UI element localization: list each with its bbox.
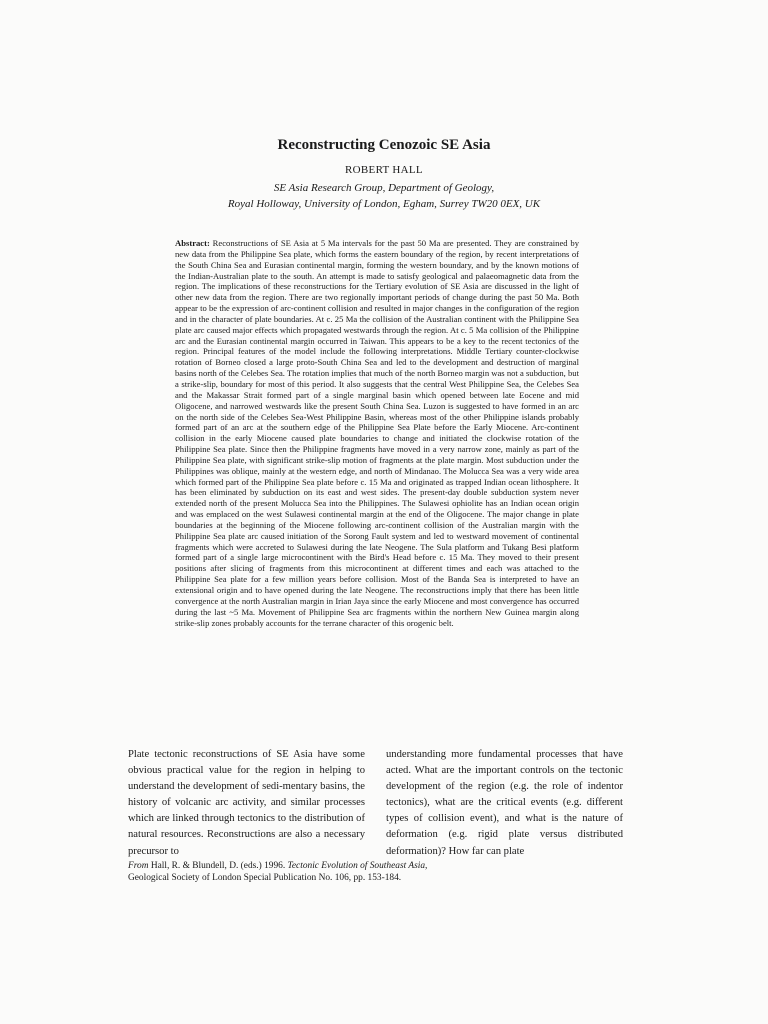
body-column-right: understanding more fundamental processes that have acted. What are the important controls on the tectonic development of the region (e.g. the role of indentor tectonics), what are the critical events (e.g. different types of collision event), and what is the nature of deformation (e.g. rigid plate versus distributed deformation)? How far can plate	[386, 749, 623, 857]
abstract	[175, 238, 579, 628]
footnote-line-2: Geological Society of London Special Publication No. 106, pp. 153-184.	[128, 873, 402, 883]
footnote-citation: Hall, R. & Blundell, D. (eds.) 1996.	[148, 861, 288, 871]
affiliation-line-2: Royal Holloway, University of London, Egham, Surrey TW20 0EX, UK	[227, 198, 541, 210]
body-column-left: Plate tectonic reconstructions of SE Asia have some obvious practical value for the region in helping to understand the development of sedi-mentary basins, the history of volcanic arc activity, and similar processes which are linked through tectonics to the distribution of natural resources. Reconstructions are also a necessary precursor to	[128, 749, 365, 857]
paper-title: Reconstructing Cenozoic SE Asia	[277, 137, 491, 153]
abstract-text: Reconstructions of SE Asia at 5 Ma intervals for the past 50 Ma are presented. They are constrained by new data from the Philippine Sea plate, which forms the eastern boundary of the region, by recent interpretations of the South China Sea and Eurasian continental margin, forming the western boundary, and by the known motions of the Indian-Australian plate to the south. An attempt is made to satisfy geological and palaeomagnetic data from the region. The implications of these reconstructions for the Tertiary evolution of SE Asia are discussed in the light of other new data from the region. There are two regionally important periods of change during the past 50 Ma. Both appear to be the expression of arc-continent collision and resulted in major changes in the configuration of the region and in the character of plate boundaries. At c. 25 Ma the collision of the Australian continent with the Philippine Sea plate arc caused major effects which propagated westwards through the region. At c. 5 Ma collision of the Philippine arc and the Eurasian continental margin occurred in Taiwan. This appears to be a key to the recent tectonics of the region. Principal features of the model include the following interpretations. Middle Tertiary counter-clockwise rotation of Borneo closed a large proto-South China Sea and led to the development and destruction of marginal basins north of the Celebes Sea. The rotation implies that much of the north Borneo margin was not a subduction, but a strike-slip, boundary for most of this period. It also suggests that the central West Philippine Sea, the Celebes Sea and the Makassar Strait formed part of a single marginal basin which opened between late Eocene and mid Oligocene, and narrowed westwards like the present South China Sea. Luzon is suggested to have formed in an arc on the north side of the Celebes Sea-West Philippine Basin, whereas most of the other Philippine islands probably formed part of an arc at the southern edge of the Philippine Sea Plate before the Early Miocene. Arc-continent collision in the early Miocene caused plate boundaries to change and initiated the clockwise rotation of the Philippine Sea plate. Since then the Philippine fragments have moved in a very narrow zone, mainly as part of the Philippine Sea plate, with significant strike-slip motion of fragments at the plate margin. Most subduction under the Philippines was oblique, mainly at the western edge, and north of Mindanao. The Molucca Sea was a very wide area which formed part of the Philippine Sea plate before c. 15 Ma and originated as trapped Indian ocean lithosphere. It has been eliminated by subduction on its east and west sides. The present-day double subduction system never extended north of the present Molucca Sea into the Philippines. The Sulawesi ophiolite has an Indian ocean origin and was emplaced on the west Sulawesi continental margin at the end of the Oligocene. The major change in plate boundaries at the beginning of the Miocene following arc-continent collision of the Australian margin with the Philippine Sea plate arc caused initiation of the Sorong Fault system and led to westward movement of continental fragments which were accreted to Sulawesi during the late Neogene. The Sula platform and Tukang Besi platform formed part of a single large microcontinent with the Bird's Head before c. 15 Ma. They moved to their present positions after slicing of fragments from this microcontinent at different times and each was attached to the Philippine Sea plate for a few million years before collision. Most of the Banda Sea is interpreted to have an extensional origin and to have opened during the late Neogene. The reconstructions imply that there has been little convergence at the north Australian margin in Irian Jaya since the early Miocene and most convergence has occurred during the last ~5 Ma. Movement of Philippine Sea arc fragments within the northern New Guinea margin along strike-slip zones probably accounts for the terrane character of this orogenic belt.	[175, 238, 579, 628]
footnote-from: From	[128, 861, 149, 871]
footnote-line-1	[128, 860, 628, 872]
author-name: ROBERT HALL	[345, 164, 423, 176]
abstract-label: Abstract:	[175, 238, 210, 248]
footnote-book-title: Tectonic Evolution of Southeast Asia,	[287, 861, 428, 871]
citation-footnote	[128, 860, 628, 884]
affiliation-line-1: SE Asia Research Group, Department of Geology,	[273, 182, 495, 194]
